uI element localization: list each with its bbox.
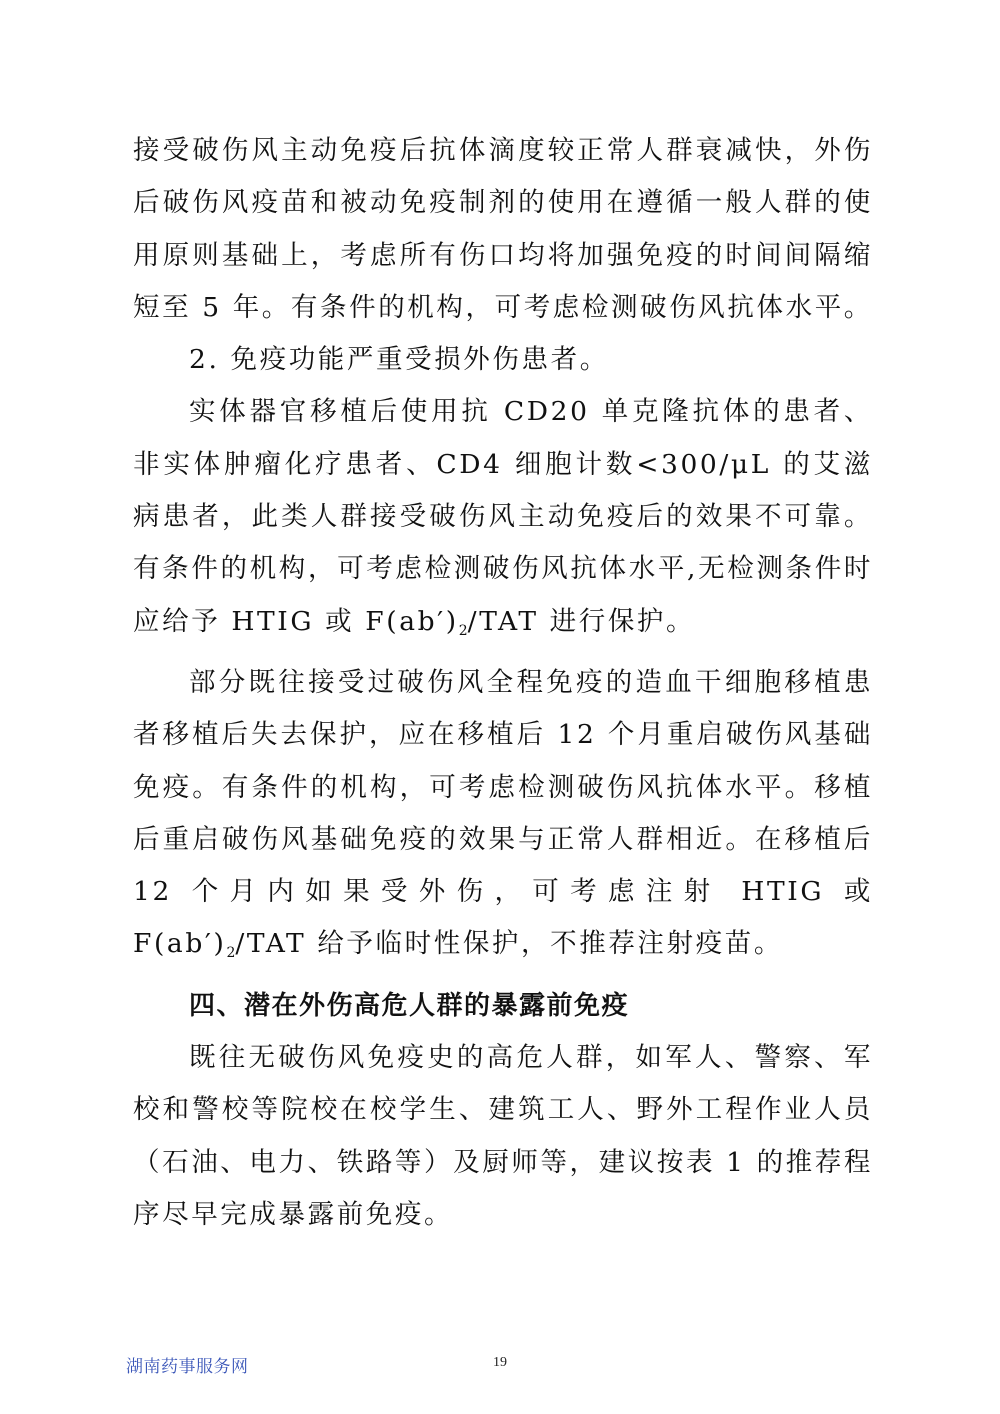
footer-site-name: 湖南药事服务网 [126,1357,249,1377]
paragraph-5: 既往无破伤风免疫史的高危人群，如军人、警察、军校和警校等院校在校学生、建筑工人、野外工程作业人员（石油、电力、铁路等）及厨师等，建议按表 1 的推荐程序尽早完成暴露前免疫。 [133,1042,873,1230]
paragraph-3-tail: /TAT 进行保护。 [467,605,696,637]
paragraph-3 [133,386,873,656]
list-item-2: 2. 免疫功能严重受损外伤患者。 [189,344,609,376]
paragraph-1: 接受破伤风主动免疫后抗体滴度较正常人群衰减快，外伤后破伤风疫苗和被动免疫制剂的使用在遵循一般人群的使用原则基础上，考虑所有伤口均将加强免疫的时间间隔缩短至 5 年。有条件的机构，可考虑检测破伤风抗体水平。 [133,135,873,323]
page-number: 19 [493,1355,507,1370]
document-body [133,125,873,1241]
section-heading-4: 四、潜在外伤高危人群的暴露前免疫 [189,990,630,1021]
paragraph-4 [133,657,873,980]
subscript-2: 2 [226,945,236,962]
paragraph-4-tail: /TAT 给予临时性保护，不推荐注射疫苗。 [235,928,783,960]
paragraph-4-text: 部分既往接受过破伤风全程免疫的造血干细胞移植患者移植后失去保护，应在移植后 12 个月重启破伤风基础免疫。有条件的机构，可考虑检测破伤风抗体水平。移植后重启破伤风基础免疫的效果与正常人群相近。在移植后 12 个月内如果受外伤，可考虑注射 HTIG 或 F(ab′) [133,666,873,960]
subscript-2: 2 [458,622,468,639]
paragraph-3-text: 实体器官移植后使用抗 CD20 单克隆抗体的患者、非实体肿瘤化疗患者、CD4 细胞计数<300/μL 的艾滋病患者，此类人群接受破伤风主动免疫后的效果不可靠。有条件的机构，可考虑检测破伤风抗体水平,无检测条件时应给予 HTIG 或 F(ab′) [133,396,873,637]
